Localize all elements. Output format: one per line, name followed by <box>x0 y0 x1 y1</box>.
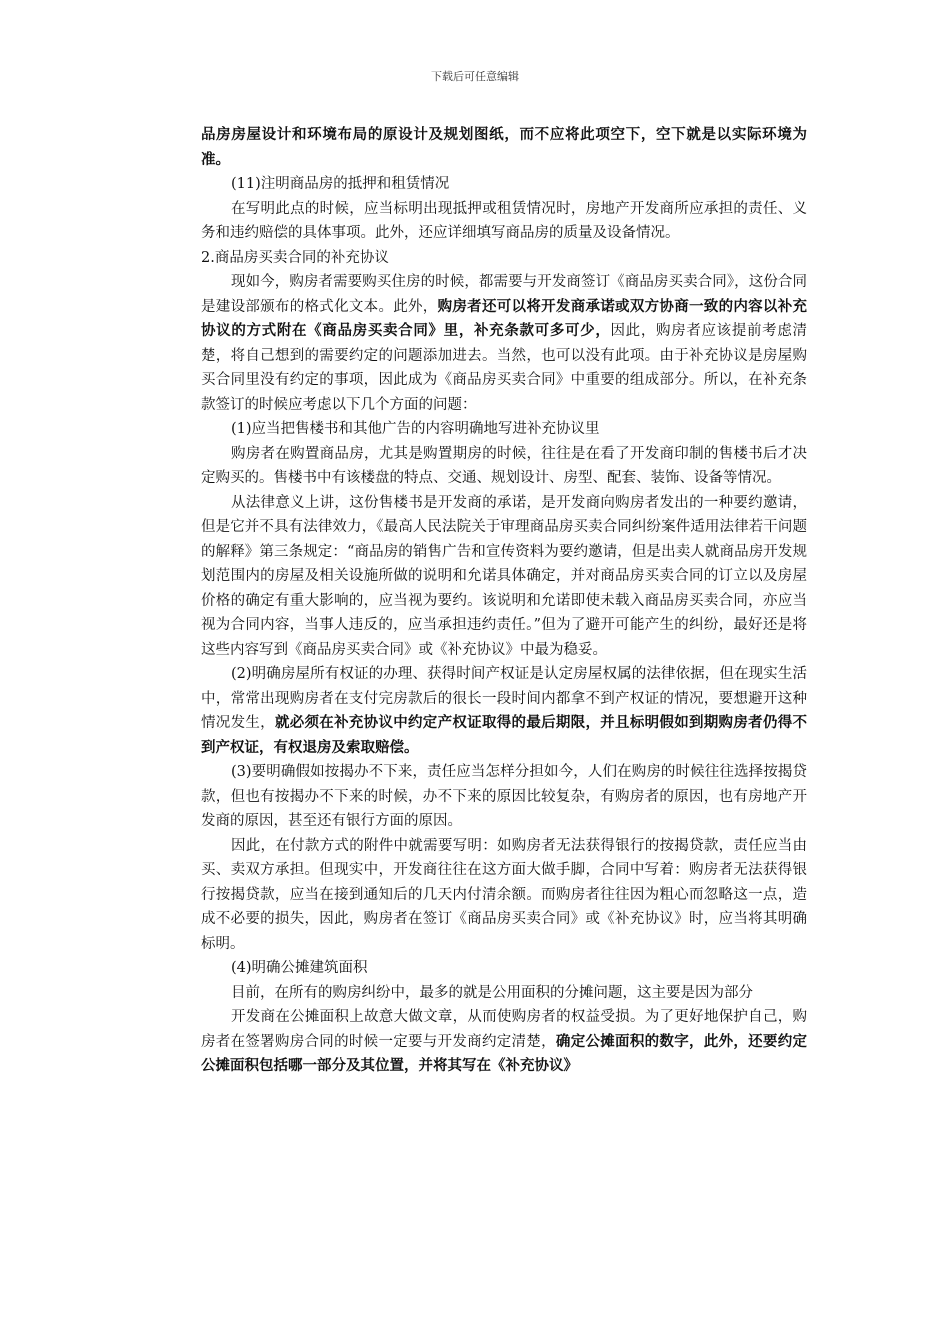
paragraph <box>201 1005 807 1079</box>
text-segment: 从法律意义上讲，这份售楼书是开发商的承诺，是开发商向购房者发出的一种要约邀请，但是它并不具有法律效力，《最高人民法院关于审理商品房买卖合同纠纷案件适用法律若干问题的解释》第三条规定：“商品房的销售广告和宣传资料为要约邀请，但是出卖人就商品房开发规划范围内的房屋及相关设施所做的说明和允诺具体确定，并对商品房买卖合同的订立以及房屋价格的确定有重大影响的，应当视为要约。该说明和允诺即使未载入商品房买卖合同，亦应当视为合同内容，当事人违反的，应当承担违约责任。”但为了避开可能产生的纠纷，最好还是将这些内容写到《商品房买卖合同》或《补充协议》中最为稳妥。 <box>201 494 807 658</box>
paragraph <box>201 442 807 491</box>
page-header: 下载后可任意编辑 <box>431 70 519 83</box>
text-segment: (4)明确公摊建筑面积 <box>231 960 368 976</box>
text-segment: (11)注明商品房的抵押和租赁情况 <box>231 176 450 192</box>
paragraph <box>201 662 807 760</box>
text-segment: 购房者在购置商品房，尤其是购置期房的时候，往往是在看了开发商印制的售楼书后才决定购买的。售楼书中有该楼盘的特点、交通、规划设计、房型、配套、装饰、设备等情况。 <box>201 445 807 486</box>
paragraph <box>201 491 807 663</box>
paragraph <box>201 197 807 246</box>
paragraph <box>201 417 807 442</box>
document-body <box>201 123 807 1079</box>
text-segment: 现如今，购房者需要购买住房的时候，都需要与开发商签订《商品房买卖合同》，这份合同是建设部颁布的格式化文本。此外， <box>201 274 807 315</box>
paragraph <box>201 981 807 1006</box>
bold-text-segment: 就必须在补充协议中约定产权证取得的最后期限，并且标明假如到期购房者仍得不到产权证，有权退房及索取赔偿。 <box>201 714 807 756</box>
paragraph <box>201 270 807 417</box>
paragraph <box>201 172 807 197</box>
text-segment: 在写明此点的时候，应当标明出现抵押或租赁情况时，房地产开发商所应承担的责任、义务和违约赔偿的具体事项。此外，还应详细填写商品房的质量及设备情况。 <box>201 200 807 241</box>
bold-text-segment: 购房者还可以将开发商承诺或双方协商一致的内容以补充协议的方式附在《商品房买卖合同》里，补充条款可多可少， <box>201 297 808 339</box>
text-segment: (1)应当把售楼书和其他广告的内容明确地写进补充协议里 <box>231 421 600 437</box>
text-segment: (2)明确房屋所有权证的办理、获得时间产权证是认定房屋权属的法律依据，但在现实生活中，常常出现购房者在支付完房款后的很长一段时间内都拿不到产权证的情况，要想避开这种情况发生， <box>201 666 807 731</box>
paragraph <box>201 123 807 172</box>
text-segment: 2.商品房买卖合同的补充协议 <box>201 249 389 266</box>
paragraph <box>201 246 807 271</box>
text-segment: 因此，购房者应该提前考虑清楚，将自己想到的需要约定的问题添加进去。当然，也可以没有此项。由于补充协议是房屋购买合同里没有约定的事项，因此成为《商品房买卖合同》中重要的组成部分。所以，在补充条款签订的时候应考虑以下几个方面的问题： <box>201 323 807 413</box>
paragraph <box>201 834 807 957</box>
text-segment: (3)要明确假如按揭办不下来，责任应当怎样分担如今，人们在购房的时候往往选择按揭贷款，但也有按揭办不下来的时候，办不下来的原因比较复杂，有购房者的原因，也有房地产开发商的原因，甚至还有银行方面的原因。 <box>201 764 807 829</box>
paragraph <box>201 956 807 981</box>
bold-text-segment: 品房房屋设计和环境布局的原设计及规划图纸，而不应将此项空下，空下就是以实际环境为准。 <box>201 126 807 168</box>
text-segment: 开发商在公摊面积上故意大做文章，从而使购房者的权益受损。为了更好地保护自己，购房者在签署购房合同的时候一定要与开发商约定清楚， <box>201 1009 807 1050</box>
text-segment: 因此，在付款方式的附件中就需要写明：如购房者无法获得银行的按揭贷款，责任应当由买、卖双方承担。但现实中，开发商往往在这方面大做手脚，合同中写着：购房者无法获得银行按揭贷款，应当在接到通知后的几天内付清余额。而购房者往往因为粗心而忽略这一点，造成不必要的损失，因此，购房者在签订《商品房买卖合同》或《补充协议》时，应当将其明确标明。 <box>201 837 807 952</box>
paragraph <box>201 760 807 834</box>
bold-text-segment: 确定公摊面积的数字，此外，还要约定公摊面积包括哪一部分及其位置，并将其写在《补充协议》 <box>201 1032 808 1074</box>
text-segment: 目前，在所有的购房纠纷中，最多的就是公用面积的分摊问题，这主要是因为部分 <box>231 984 753 1001</box>
